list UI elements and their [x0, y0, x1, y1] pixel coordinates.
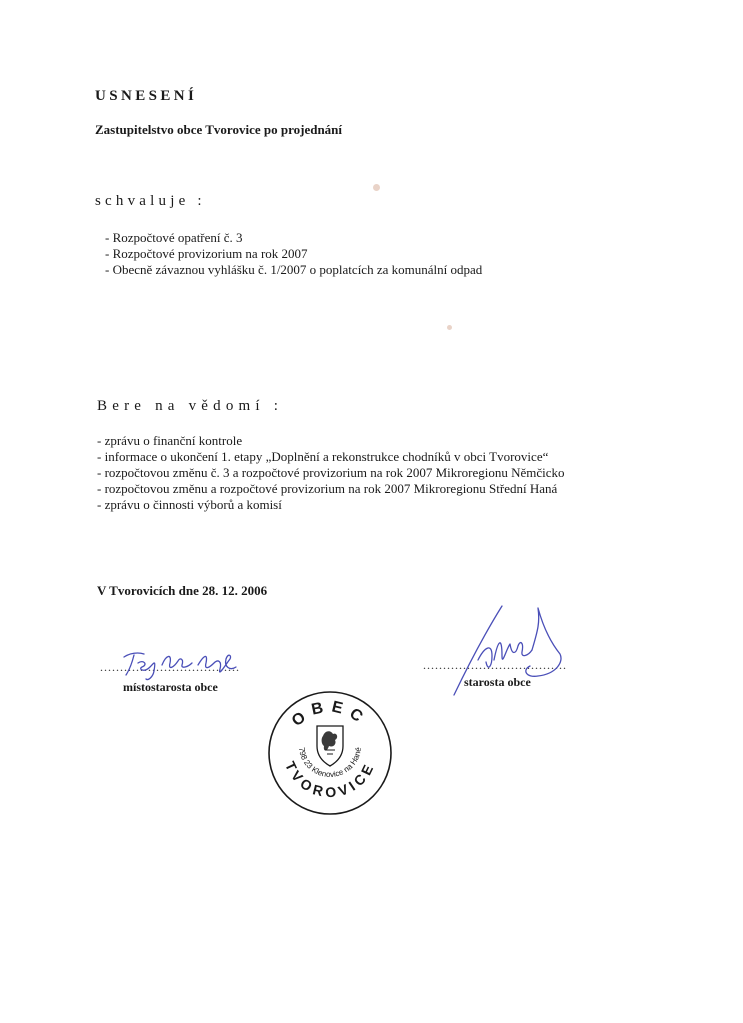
list-item: - Rozpočtové provizorium na rok 2007: [105, 246, 308, 261]
official-stamp: [267, 690, 393, 816]
stamp-address-text: 798 23 Klenovice na Hané: [296, 746, 364, 780]
stamp-top-text: OBEC: [288, 698, 372, 731]
scan-speck: [447, 325, 452, 330]
list-item: - informace o ukončení 1. etapy „Doplnění a rekonstrukce chodníků v obci Tvorovice“: [97, 449, 549, 464]
approves-list: [105, 230, 482, 278]
list-item: - rozpočtovou změnu č. 3 a rozpočtové provizorium na rok 2007 Mikroregionu Němčicko: [97, 465, 565, 480]
noted-section-title: Bere na vědomí :: [97, 398, 284, 414]
mayor-label: starosta obce: [464, 675, 531, 689]
document-heading: USNESENÍ: [95, 88, 198, 104]
document-subheading: Zastupitelstvo obce Tvorovice po projednání: [95, 122, 343, 137]
signature-line-right: ....................................: [423, 658, 567, 672]
deputy-mayor-label: místostarosta obce: [123, 680, 218, 694]
deputy-signature: [118, 645, 268, 685]
noted-list: [97, 433, 565, 513]
list-item: - zprávu o finanční kontrole: [97, 433, 243, 448]
list-item: - zprávu o činnosti výborů a komisí: [97, 497, 282, 512]
scan-speck: [373, 184, 380, 191]
list-item: - rozpočtovou změnu a rozpočtové provizorium na rok 2007 Mikroregionu Střední Haná: [97, 481, 558, 496]
place-and-date: V Tvorovicích dne 28. 12. 2006: [97, 583, 268, 598]
stamp-bottom-text: TVOROVICE: [282, 758, 378, 801]
signature-line-left: ...................................: [100, 660, 240, 674]
list-item: - Rozpočtové opatření č. 3: [105, 230, 243, 245]
approves-section-title: schvaluje :: [95, 193, 206, 209]
list-item: - Obecně závaznou vyhlášku č. 1/2007 o poplatcích za komunální odpad: [105, 262, 483, 277]
